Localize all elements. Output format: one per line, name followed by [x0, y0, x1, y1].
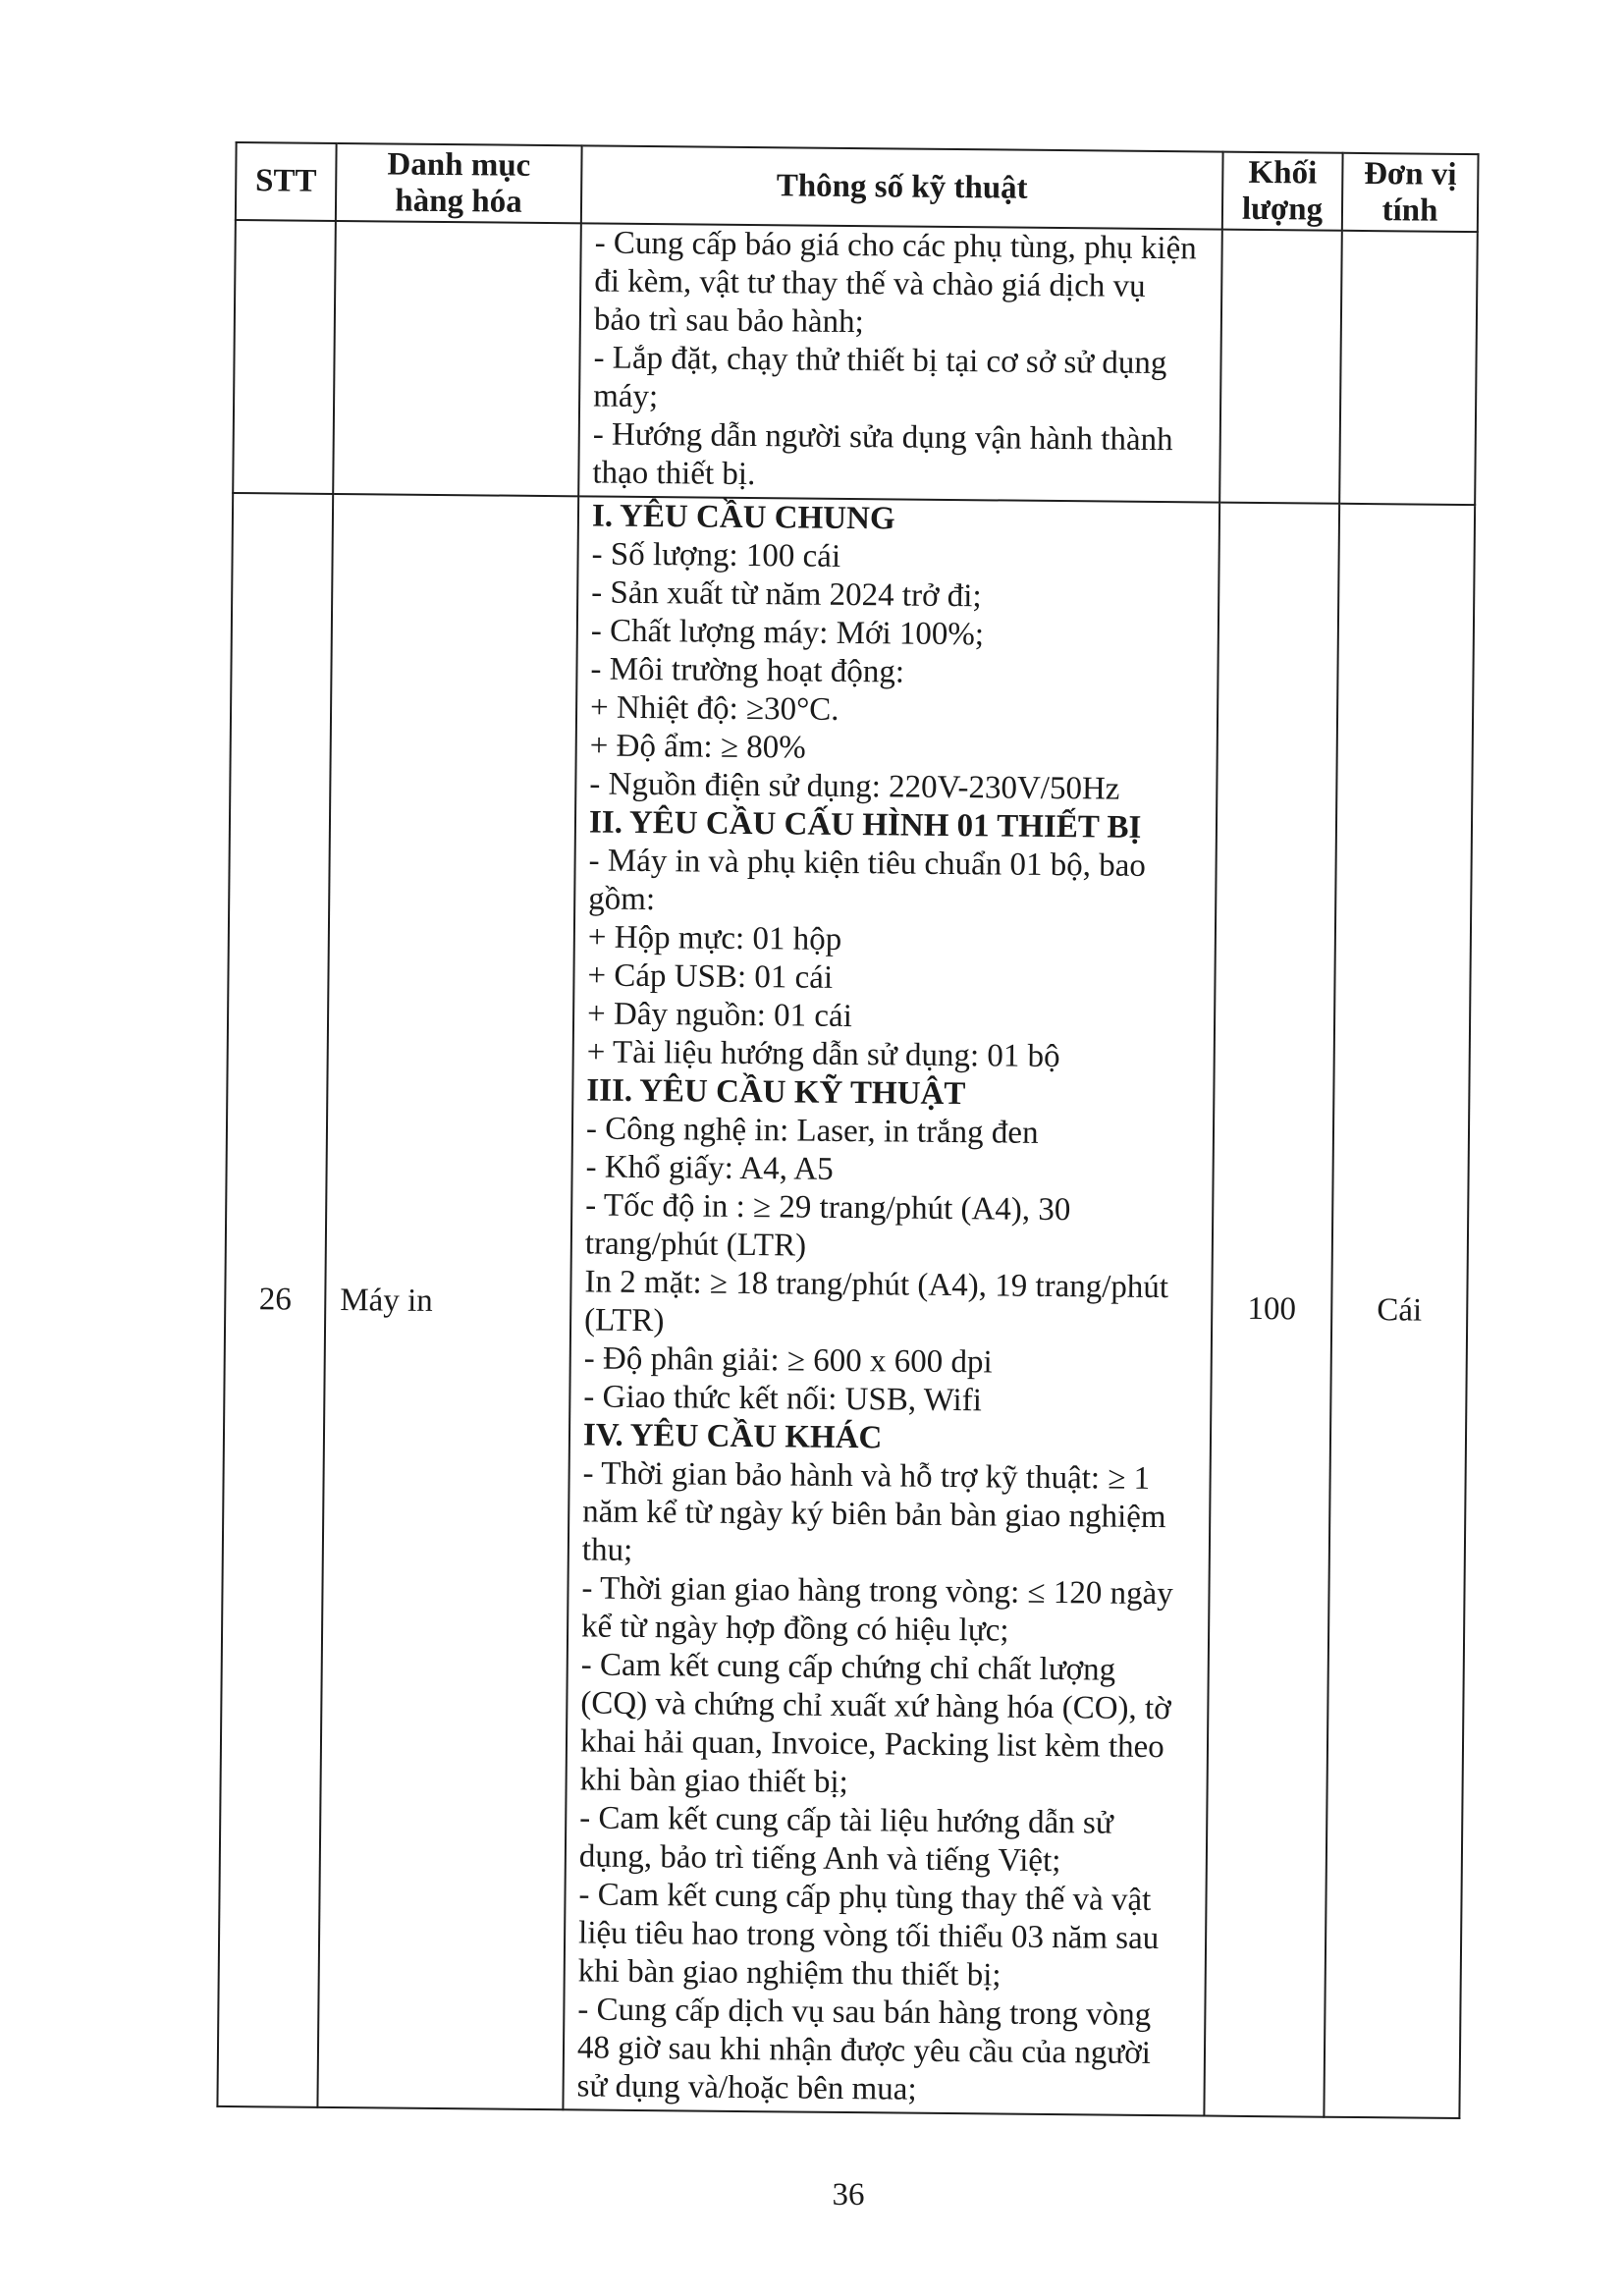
page-number: 36: [832, 2177, 865, 2213]
stt-cell: [217, 493, 333, 2107]
specification-table: [216, 141, 1479, 2119]
spec-cell: [563, 496, 1219, 2115]
header-row: [236, 142, 1479, 232]
header-quantity-line: lượng: [1241, 191, 1324, 228]
quantity-value: 100: [1247, 1290, 1297, 1328]
spec-line: khi bàn giao thiết bị;: [579, 1762, 848, 1801]
header-stt: [236, 142, 337, 221]
header-quantity: [1222, 152, 1343, 231]
item-cell: [333, 221, 581, 496]
spec-line: (CQ) và chứng chỉ xuất xứ hàng hóa (CO), tờ: [580, 1685, 1171, 1727]
spec-line: 48 giờ sau khi nhận được yêu cầu của người: [576, 2030, 1152, 2072]
item-cell: [317, 494, 578, 2109]
spec-line: gồm:: [588, 881, 656, 918]
header-stt-label: STT: [254, 163, 317, 199]
spec-line: - Số lượng: 100 cái: [591, 536, 841, 574]
stt-value: 26: [258, 1282, 292, 1318]
spec-line: liệu tiêu hao trong vòng tối thiểu 03 năm sau: [577, 1915, 1160, 1957]
spec-line: - Tốc độ in : ≥ 29 trang/phút (A4), 30: [585, 1187, 1071, 1229]
spec-line: khai hải quan, Invoice, Packing list kèm theo: [579, 1723, 1164, 1766]
unit-cell: [1339, 231, 1478, 505]
spec-line: dụng, bảo trì tiếng Anh và tiếng Việt;: [578, 1838, 1061, 1880]
spec-section-heading: IV. YÊU CẦU KHÁC: [582, 1417, 883, 1456]
spec-line: - Sản xuất từ năm 2024 trở đi;: [591, 574, 982, 615]
header-category-line: Danh mục: [387, 145, 531, 184]
spec-section-heading: II. YÊU CẦU CẤU HÌNH 01 THIẾT BỊ: [588, 804, 1142, 846]
spec-line: In 2 mặt: ≥ 18 trang/phút (A4), 19 trang/phút: [584, 1264, 1169, 1306]
quantity-cell: [1204, 503, 1339, 2117]
spec-line: - Khổ giấy: A4, A5: [585, 1149, 834, 1187]
table-row: [217, 493, 1475, 2118]
spec-line: thu;: [581, 1532, 633, 1568]
spec-line: năm kể từ ngày ký biên bản bàn giao nghiệm: [582, 1494, 1166, 1536]
spec-line: - Công nghệ in: Laser, in trắng đen: [585, 1111, 1039, 1151]
spec-line: - Cung cấp dịch vụ sau bán hàng trong vòng: [577, 1992, 1152, 2034]
header-specs: [581, 145, 1223, 229]
header-specs-label: Thông số kỹ thuật: [776, 168, 1028, 206]
unit-value: Cái: [1377, 1292, 1423, 1329]
spec-line: - Giao thức kết nối: USB, Wifi: [583, 1379, 983, 1419]
stt-cell: [233, 220, 336, 494]
spec-line: + Dây nguồn: 01 cái: [586, 996, 853, 1035]
spec-line: - Lắp đặt, chạy thử thiết bị tại cơ sở sử dụng: [593, 340, 1167, 382]
spec-line: - Cam kết cung cấp phụ tùng thay thế và vật: [578, 1877, 1152, 1918]
spec-line: + Độ ẩm: ≥ 80%: [589, 728, 806, 766]
spec-line: kể từ ngày hợp đồng có hiệu lực;: [580, 1609, 1009, 1649]
spec-line: bảo trì sau bảo hành;: [593, 301, 865, 341]
spec-line: - Môi trường hoạt động:: [590, 651, 905, 690]
spec-line: - Cung cấp báo giá cho các phụ tùng, phụ kiện: [594, 225, 1197, 267]
spec-line: - Độ phân giải: ≥ 600 x 600 dpi: [583, 1340, 993, 1381]
spec-line: + Nhiệt độ: ≥30°C.: [589, 689, 839, 728]
spec-line: - Cam kết cung cấp chứng chỉ chất lượng: [580, 1647, 1116, 1688]
spec-line: khi bàn giao nghiệm thu thiết bị;: [577, 1953, 1001, 1994]
spec-line: thạo thiết bị.: [592, 455, 756, 493]
spec-line: sử dụng và/hoặc bên mua;: [576, 2068, 917, 2107]
quantity-cell: [1219, 230, 1342, 504]
spec-line: - Thời gian bảo hành và hỗ trợ kỹ thuật: ≥ 1: [582, 1455, 1151, 1497]
table-body: [217, 220, 1477, 2118]
header-unit: [1342, 153, 1479, 232]
header-category: [336, 143, 582, 223]
spec-line: - Hướng dẫn người sửa dụng vận hành thành: [592, 416, 1173, 459]
spec-line: - Chất lượng máy: Mới 100%;: [590, 613, 985, 653]
spec-line: + Tài liệu hướng dẫn sử dụng: 01 bộ: [586, 1034, 1060, 1075]
spec-line: đi kèm, vật tư thay thế và chào giá dịch vụ: [594, 263, 1146, 304]
spec-line: máy;: [592, 378, 659, 415]
spec-line: (LTR): [583, 1302, 665, 1339]
unit-cell: [1324, 504, 1475, 2118]
item-name: Máy in: [340, 1283, 433, 1319]
spec-section-heading: I. YÊU CẦU CHUNG: [591, 498, 895, 537]
spec-line: - Máy in và phụ kiện tiêu chuẩn 01 bộ, bao: [588, 843, 1147, 884]
spec-line: - Nguồn điện sử dụng: 220V-230V/50Hz: [589, 766, 1120, 807]
table-header: [236, 142, 1479, 232]
spec-line: + Cáp USB: 01 cái: [587, 957, 834, 996]
spec-line: + Hộp mực: 01 hộp: [587, 919, 842, 957]
table-row: [233, 220, 1478, 505]
spec-line: - Cam kết cung cấp tài liệu hướng dẫn sử: [579, 1800, 1113, 1841]
spec-cell: [578, 223, 1222, 502]
header-quantity-line: Khối: [1248, 154, 1318, 191]
header-unit-line: Đơn vị: [1364, 155, 1457, 192]
spec-line: trang/phút (LTR): [584, 1226, 807, 1264]
header-unit-line: tính: [1381, 191, 1438, 229]
spec-section-heading: III. YÊU CẦU KỸ THUẬT: [586, 1072, 966, 1113]
spec-line: - Thời gian giao hàng trong vòng: ≤ 120 ngày: [581, 1570, 1173, 1613]
header-category-line: hàng hóa: [395, 183, 522, 220]
